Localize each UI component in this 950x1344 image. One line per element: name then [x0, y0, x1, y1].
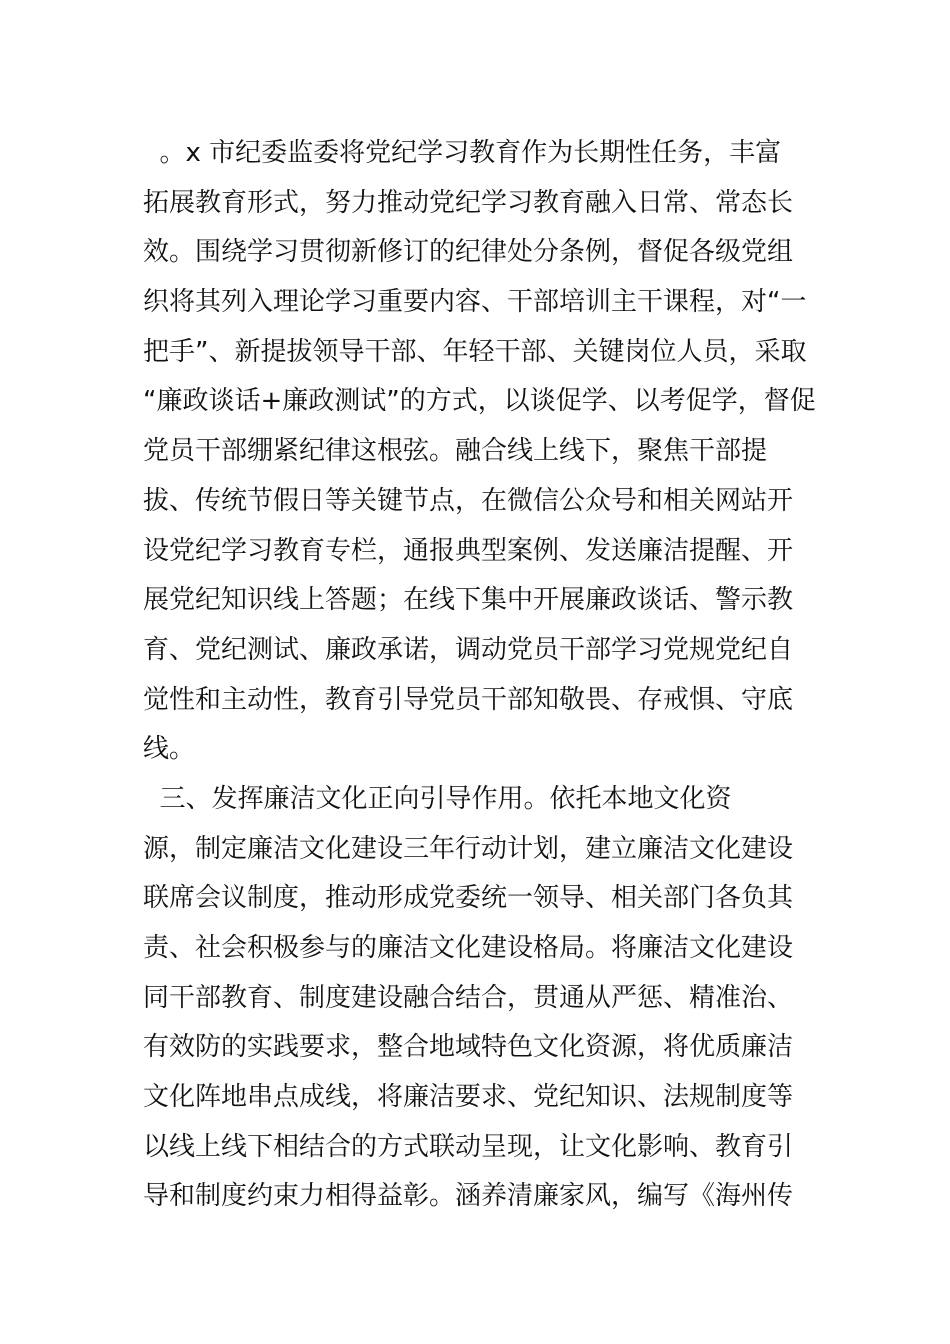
text-line: 导和制度约束力相得益彰。涵养清廉家风，编写《海州传 [143, 1181, 794, 1212]
text-line: 。x 市纪委监委将党纪学习教育作为长期性任务，丰富 [143, 138, 782, 168]
body-text [143, 129, 823, 1222]
text-line: 联席会议制度，推动形成党委统一领导、相关部门各负其 [143, 883, 794, 914]
text-line: 设党纪学习教育专栏，通报典型案例、发送廉洁提醒、开 [143, 535, 794, 566]
text-line: 有效防的实践要求，整合地域特色文化资源，将优质廉洁 [143, 1032, 794, 1063]
text-line: 同干部教育、制度建设融合结合，贯通从严惩、精准治、 [143, 982, 794, 1013]
text-line: 拓展教育形式，努力推动党纪学习教育融入日常、常态长 [143, 187, 794, 218]
text-line: “廉政谈话+廉政测试”的方式，以谈促学、以考促学，督促 [143, 386, 816, 417]
text-line: 文化阵地串点成线，将廉洁要求、党纪知识、法规制度等 [143, 1082, 794, 1113]
text-line: 以线上线下相结合的方式联动呈现，让文化影响、教育引 [143, 1131, 794, 1162]
text-line: 拔、传统节假日等关键节点，在微信公众号和相关网站开 [143, 485, 794, 516]
text-line: 线。 [143, 734, 196, 765]
text-line: 党员干部绷紧纪律这根弦。融合线上线下，聚焦干部提 [143, 436, 768, 467]
text-line: 效。围绕学习贯彻新修订的纪律处分条例，督促各级党组 [143, 237, 794, 268]
text-line: 源，制定廉洁文化建设三年行动计划，建立廉洁文化建设 [143, 833, 794, 864]
text-line: 责、社会积极参与的廉洁文化建设格局。将廉洁文化建设 [143, 933, 794, 963]
text-line: 织将其列入理论学习重要内容、干部培训主干课程，对“一 [143, 287, 807, 318]
text-line: 觉性和主动性，教育引导党员干部知敬畏、存戒惧、守底 [143, 684, 794, 715]
text-line: 把手”、新提拔领导干部、年轻干部、关键岗位人员，采取 [143, 336, 807, 367]
text-line: 育、党纪测试、廉政承诺，调动党员干部学习党规党纪自 [143, 634, 794, 665]
text-line: 三、发挥廉洁文化正向引导作用。依托本地文化资 [143, 783, 732, 814]
text-line: 展党纪知识线上答题；在线下集中开展廉政谈话、警示教 [143, 585, 794, 616]
